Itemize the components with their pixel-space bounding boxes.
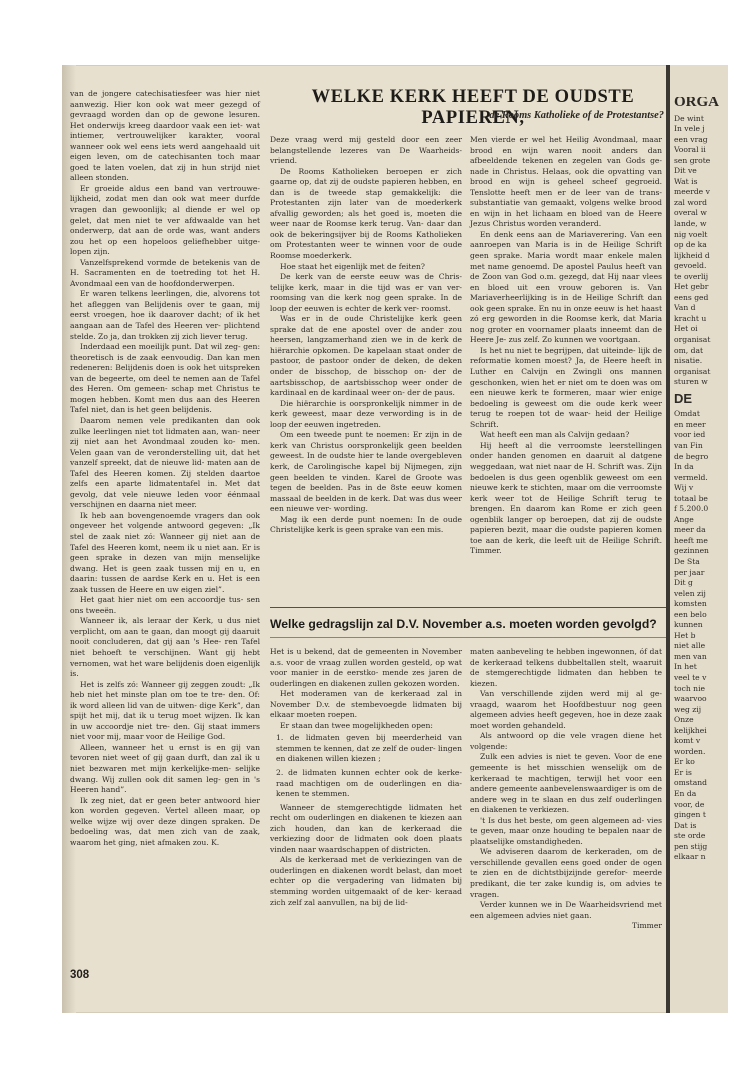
adjacent-line: eens ged — [674, 292, 709, 302]
paragraph: Verder kunnen we in De Waarheidsvriend met een algemeen advies niet gaan. — [470, 900, 662, 920]
adjacent-line: toch nie — [674, 683, 705, 693]
paragraph: Deze vraag werd mij gesteld door een zeer belangstellende lezeres van De Waarheids- vriend. — [270, 135, 462, 166]
section-divider — [270, 607, 666, 608]
adjacent-line: voor, de — [674, 799, 705, 809]
adjacent-line: nisatie. — [674, 356, 703, 366]
adjacent-line: meerde v — [674, 187, 710, 197]
paragraph: Inderdaad een moeilijk punt. Dat wil zeg- gen: theoretisch is de zaak eenvoudig. Dan kan men redeneren: Belijdenis doen is ook het uitspreken van de begeerte, om deel te nemen aan de Tafel des Heren. Om gemeen- schap met Christus te mogen hebben. Komt men dus aan des Heeren Tafel niet, dan is het geen belijdenis. — [70, 342, 260, 415]
paragraph: Het moderamen van de kerkeraad zal in November D.v. de stembevoegde lidmaten bij elkaar moeten roepen. — [270, 689, 462, 720]
adjacent-line: Wij v — [674, 483, 694, 493]
adjacent-line: komt v — [674, 736, 701, 746]
adjacent-line: Dat is — [674, 820, 697, 830]
page-number: 308 — [70, 969, 90, 981]
paragraph: Wanneer ik, als leraar der Kerk, u dus niet verplicht, om aan te gaan, dan moogt gij daaruit nooit concluderen, dat gij aan 's Hee- ren Tafel niet behoeft te verschijnen. Want gij hebt vernomen, wat het ware belijdenis doen eigenlijk is. — [70, 616, 260, 679]
adjacent-line: worden. — [674, 746, 706, 756]
adjacent-line: omstand — [674, 778, 708, 788]
paragraph: Hoe staat het eigenlijk met de feiten? — [280, 261, 425, 271]
options-list — [270, 733, 462, 799]
adjacent-line: lijkheid d — [674, 250, 710, 260]
adjacent-line: vermeld. — [674, 472, 708, 482]
adjacent-line: om, dat — [674, 345, 704, 355]
adjacent-line: Omdat — [674, 409, 700, 419]
adjacent-line: velen zij — [674, 588, 706, 598]
adjacent-line: waarvoo — [674, 694, 707, 704]
adjacent-line: totaal be — [674, 493, 708, 503]
adjacent-line: zal word — [674, 197, 707, 207]
adjacent-line: Er ko — [674, 757, 695, 767]
paragraph: Wanneer de stemgerechtigde lidmaten het recht om ouderlingen en diakenen te kiezen aan zich houden, dan kan de kerkeraad die verkiezing door de lidmaten ook doen plaats vinden naar waardschappen of districten. — [270, 802, 462, 854]
adjacent-line: pen stijg — [674, 841, 708, 851]
adjacent-line: op de ka — [674, 240, 707, 250]
adjacent-line: ste orde — [674, 831, 706, 841]
paragraph: Was er in de oude Christelijke kerk geen sprake dat de ene apostel over de ander zou heersen, langzamerhand zien we in de kerk de hiërarchie opkomen. De kapelaan staat onder de pastoor, de pastoor onder de deken, de deken onder de bisschop, de bisschop on- der de aartsbisschop, de aartsbisschop weer onder de kardinaal en de kardinaal weer on- der de paus. — [270, 314, 462, 398]
paragraph: 't Is dus het beste, om geen algemeen ad- vies te geven, maar onze houding te bepalen naar de plaatselijke omstandigheden. — [470, 815, 662, 846]
adjacent-line: Vooral ii — [674, 145, 706, 155]
paragraph: Als de kerkeraad met de verkiezingen van de ouderlingen en diakenen wordt belast, dan moet echter op die vergadering van lidmaten bij stemming worden uitgemaakt of de ker- keraad zich zelf zal aanvullen, na bij de lid- — [270, 855, 462, 907]
adjacent-line: gevoeld. — [674, 261, 707, 271]
paragraph: Men vierde er wel het Heilig Avondmaal, maar brood en wijn waren nooit anders dan afbeeldende tekenen en zegelen van Gods ge- nade in Christus. Helaas, ook die opvatting van brood en wijn is geheel scheef gegroeid. Tenslotte heeft men er de leer van de trans- substantiatie van gemaakt, volgens welke brood en wijn in het lichaam en bloed van de Heere Jezus Christus worden veranderd. — [470, 135, 662, 229]
paragraph: De kerk van de eerste eeuw was de Chris- telijke kerk, maar in die tijd was er van ver- roomsing van die kerk nog geen sprake. In de loop der eeuwen is echter de kerk ver- roomst. — [270, 272, 462, 313]
paragraph: Het gaat hier niet om een accoordje tus- sen ons tweeën. — [70, 595, 260, 615]
adjacent-line: heeft me — [674, 535, 708, 545]
adjacent-line: organisat — [674, 335, 711, 345]
paragraph: van de jongere catechisatiesfeer was hier niet aanwezig. Hier kon ook wat meer gezegd of gevraagd worden dan op de gewone lesuren. Het onderwijs kreeg daardoor vaak een iet- wat intiemer, vertrouwelijker karakter, vooral wanneer ook wel eens iets werd aangehaald uit eigen leven, om de catechisanten toch maar goed te laten voelen, dat zij in hun strijd niet alleen stonden. — [70, 89, 260, 183]
option-item: 2. de lidmaten kunnen echter ook de kerke- raad machtigen om de ouderlingen en dia- kenen te stemmen. — [276, 768, 462, 799]
paragraph: Het is zelfs zó: Wanneer gij zeggen zoudt: „Ik heb niet het minste plan om toe te tre- den. Of: ik word alleen lid van de uitwen- dige Kerk”, dan spijt het mij, dat ik u terug moet wijzen. Ik kan in uw accoordje niet tre- den. Gij staat immers niet voor mij, maar voor de Heilige God. — [70, 679, 260, 742]
paragraph: Zulk een advies is niet te geven. Voor de ene gemeente is het misschien wenselijk om de kerkeraad te machtigen, terwijl het voor een andere gemeente aanbevelenswaardiger is om de andere weg in te slaan en dus zelf ouderlingen en diakenen te verkiezen. — [470, 752, 662, 815]
paragraph: Er groeide aldus een band van vertrouwe- lijkheid, zodat men dan ook wat meer durfde vragen dan gewoonlijk; al diende er wel op gelet, dat men niet te ver afdwaalde van het onderwerp, dat aan de orde was, want anders zou het op een hopeloos geliefhebber uitge- lopen zijn. — [70, 183, 260, 257]
paragraph: Daarom nemen vele predikanten dan ook zulke leerlingen niet tot lidmaten aan, wan- neer zij niet aan het Avondmaal zouden ko- men. Velen gaan van de veronderstelling uit, dat het vanzelf spreekt, dat de nieuwe lid- maten aan de Tafel des Heeren komen. Zij stelden daartoe zelfs een aparte lidmatentafel in. Met dat gevolg, dat vele nieuwe leden voor éénmaal verschijnen en daarna niet meer. — [70, 415, 260, 510]
paragraph: En denk eens aan de Mariaverering. Van een aanroepen van Maria is in de Heilige Schrift geen sprake. Maria wordt maar enkele malen met name genoemd. De apostel Paulus heeft van de Zoon van God o.m. gezegd, dat Hij naar vlees en bloed uit een vrouw geboren is. Van Mariaverheerlijking is in de Heilige Schrift dan ook geen sprake. En nu in onze eeuw is het haast zó erg geworden in die Roomse kerk, dat Maria nog groter en voornamer plaats inneemt dan de Heere Je- zus zelf. Zo kunnen we voortgaan. — [470, 229, 662, 345]
adjacent-line: In da — [674, 462, 694, 472]
adjacent-line: voor ied — [674, 430, 706, 440]
adjacent-line: f 5.200.0 — [674, 504, 709, 514]
paragraph: Hij heeft al die verroomste leerstellingen onder handen genomen en daaruit al datgene weggedaan, wat niet naar de H. Schrift was. Zijn bedoelen is dus geen ogenblik geweest om een nieuwe kerk te stichten, maar om die verroomste kerk weer tot de Heilige Schrift terug te brengen. En daarom kan Rome er zich geen ogenblik langer op beroepen, dat zij de oudste papieren bezit, maar die oudste papieren komen toe aan de kerk, die leeft uit de Heilige Schrift. Timmer. — [470, 440, 662, 556]
adjacent-line: Dit ve — [674, 166, 697, 176]
adjacent-line: Onze — [674, 715, 694, 725]
adjacent-line: een vrag — [674, 134, 708, 144]
option-item: 1. de lidmaten geven bij meerderheid van stemmen te kennen, dat ze zelf de ouder- lingen en diakenen willen kiezen ; — [276, 733, 462, 764]
adjacent-line: elkaar n — [674, 852, 706, 862]
adjacent-line: meer da — [674, 525, 706, 535]
adjacent-line: In vele j — [674, 124, 705, 134]
heading-underline — [270, 637, 666, 638]
adjacent-line: kunnen — [674, 620, 703, 630]
adjacent-line: De wint — [674, 113, 704, 123]
adjacent-line: gezinnen — [674, 546, 709, 556]
paragraph: Ik heb aan bovengenoemde vragers dan ook ongeveer het volgende antwoord gegeven: „Ik stel de zaak niet zó: Wanneer gij niet aan de Tafel des Heeren komt, neem ik u niet aan. Er is geen sprake in dezen van mijn menselijke dwang. Het is geen zaak tussen mij en u, en daarin: tussen de aardse Kerk en u. Het is een zaak tussen de Heere en uw eigen ziel”. — [70, 510, 260, 594]
adjacent-line: Het b — [674, 630, 696, 640]
adjacent-line: niet alle — [674, 641, 706, 651]
adjacent-line: kracht u — [674, 313, 707, 323]
left-column-text — [70, 89, 260, 848]
adjacent-line: komsten — [674, 599, 707, 609]
article2-column2 — [470, 647, 662, 932]
adjacent-heading: ORGA — [674, 97, 719, 110]
author-signature: Timmer — [631, 921, 662, 931]
paragraph: Van verschillende zijden werd mij al ge- vraagd, waarom het Hoofdbestuur nog geen algemeen advies heeft gegeven, hoe in deze zaak moet worden gehandeld. — [470, 689, 662, 730]
adjacent-line: sturen w — [674, 377, 708, 387]
adjacent-line: de begro — [674, 451, 709, 461]
adjacent-line: per jaar — [674, 567, 705, 577]
adjacent-line: van Fin — [674, 440, 703, 450]
adjacent-line: Dit g — [674, 578, 693, 588]
paragraph: Vanzelfsprekend vormde de betekenis van de H. Sacramenten en de toetreding tot het H. Avondmaal een van de hoofdonderwerpen. — [70, 257, 260, 288]
paragraph: Als antwoord op die vele vragen diene het volgende: — [470, 731, 662, 751]
adjacent-line: overal w — [674, 208, 707, 218]
paragraph: Wat heeft een man als Calvijn gedaan? — [480, 430, 630, 440]
adjacent-heading: DE — [674, 390, 693, 406]
adjacent-line: een belo — [674, 609, 707, 619]
paragraph: Er waren telkens leerlingen, die, alvorens tot het afleggen van Belijdenis over te gaan, mij eerst vroegen, hoe ik daarover dacht; of ik het aangaan aan de Tafel des Heeren ver- plichtend stelde. Zo ja, dan trokken zij zich liever terug. — [70, 289, 260, 341]
adjacent-line: organisat — [674, 366, 711, 376]
adjacent-line: Van d — [674, 303, 696, 313]
article2-column1 — [270, 647, 462, 908]
paragraph: Is het nu niet te begrijpen, dat uiteinde- lijk de reformatie komen moest? Ja, de Heere heeft in Luther en Calvijn en Zwingli ons mannen geschonken, wien het er niet om te doen was om een nieuwe kerk te formeren, maar wier enige bedoeling is geweest om die oude kerk weer terug te roepen tot de waar- heid der Heilige Schrift. — [470, 345, 662, 429]
article2-title: Welke gedragslijn zal D.V. November a.s. moeten worden gevolgd? — [270, 617, 657, 631]
paragraph: We adviseren daarom de kerkeraden, om de verschillende gevallen eens goed onder de ogen te zien en de dichtstbijzijnde gerefor- meerde predikant, die ter zake kundig is, om advies te vragen. — [470, 847, 662, 899]
paragraph: Die hiërarchie is oorspronkelijk nimmer in de kerk geweest, maar deze verwording is in de loop der eeuwen ingetreden. — [270, 398, 462, 429]
adjacent-line: nig voelt — [674, 229, 708, 239]
magazine-page — [62, 65, 728, 1013]
article-title: WELKE KERK HEEFT DE OUDSTE PAPIEREN, — [311, 87, 635, 128]
paragraph: maten aanbeveling te hebben ingewonnen, óf dat de kerkeraad telkens dubbeltallen stelt, waaruit de stemgerechtigde lidmaten dan hebben te kiezen. — [470, 647, 662, 688]
adjacent-line: en meer — [674, 419, 706, 429]
adjacent-line: In het — [674, 662, 697, 672]
article1-column1 — [270, 135, 462, 536]
adjacent-line: De Sta — [674, 556, 700, 566]
adjacent-line: Het oi — [674, 324, 698, 334]
paragraph: Om een tweede punt te noemen: Er zijn in de kerk van Christus oorspronkelijk geen beelden geweest. In de oudste hier te lande overgebleven kerk, de Carolingische kapel bij Nijmegen, zijn geen beelden te vinden. Karel de Groote was tegen de beelden. Pas in de 8ste eeuw komen massaal de beelden in de kerk. Dat was dus weer een nieuwe ver- wording. — [270, 430, 462, 514]
adjacent-line: Er is — [674, 767, 692, 777]
paragraph: Er staan dan twee mogelijkheden open: — [280, 720, 433, 730]
adjacent-line: men van — [674, 651, 707, 661]
article1-column2 — [470, 135, 662, 557]
paragraph: Mag ik een derde punt noemen: In de oude Christelijke kerk is geen sprake van een mis. — [270, 514, 462, 535]
adjacent-line: veel te v — [674, 672, 707, 682]
adjacent-line: Het gebr — [674, 282, 709, 292]
article-subtitle: de Rooms Katholieke of de Protestantse? — [489, 110, 664, 121]
paragraph: Alleen, wanneer het u ernst is en gij van tevoren niet weet of gij gaan durft, dan zal ik u niet bezwaren met mijn kerkelijke-men- selijke dwang. Wij zullen ook dit samen leg- gen in 's Heeren hand”. — [70, 742, 260, 795]
adjacent-line: kelijkhei — [674, 725, 707, 735]
adjacent-line: gingen t — [674, 810, 706, 820]
adjacent-page-column — [674, 97, 722, 863]
adjacent-line: Ange — [674, 514, 694, 524]
adjacent-line: weg zij — [674, 704, 702, 714]
adjacent-line: te overlij — [674, 271, 709, 281]
adjacent-line: En da — [674, 789, 697, 798]
adjacent-line: sen grote — [674, 155, 711, 165]
adjacent-line: lande, w — [674, 219, 707, 229]
paragraph: Ik zeg niet, dat er geen beter antwoord hier kon worden gegeven. Vertel alleen maar, op welke wijze wij over deze dingen spraken. De bedoeling was, dat men zich van de zaak, waarom het ging, niet afmaken zou. K. — [70, 795, 260, 847]
adjacent-line: Wat is — [674, 176, 698, 186]
paragraph: De Rooms Katholieken beroepen er zich gaarne op, dat zij de oudste papieren hebben, en dan is de tweede stap gemakkelijk: die Protestanten zijn later van de moederkerk afvallig geworden; als het goed is, moeten die weer naar de Roomse kerk terug. Van- daar dan ook de bekeringsijver bij de Rooms Katholieken om Protestanten weer te winnen voor de oude Roomse moederkerk. — [270, 166, 462, 261]
paragraph: Het is u bekend, dat de gemeenten in November a.s. voor de vraag zullen worden gesteld, op wat voor manier in de eerstko- mende zes jaren de ouderlingen en diakenen zullen gekozen worden. — [270, 647, 462, 688]
